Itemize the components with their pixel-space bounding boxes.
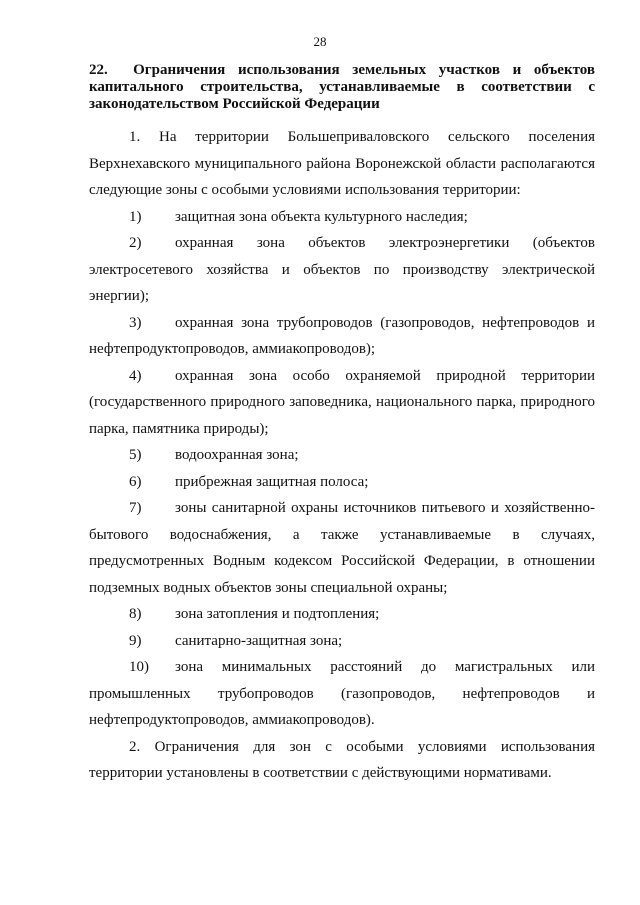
list-marker: 7) — [129, 500, 142, 516]
list-item — [89, 363, 595, 443]
list-item-text: охранная зона трубопроводов (газопроводов, нефтепроводов и нефтепродуктопроводов, аммиакопроводов); — [89, 314, 595, 357]
list-item-text: зона затопления и подтопления; — [175, 606, 380, 622]
list-marker: 5) — [129, 447, 142, 463]
list-item-text: водоохранная зона; — [175, 447, 299, 463]
list-item — [89, 628, 595, 655]
list-item-text: зона минимальных расстояний до магистральных или промышленных трубопроводов (газопроводов, нефтепроводов и нефтепродуктопроводов, аммиакопроводов). — [89, 659, 595, 728]
list-item — [89, 601, 595, 628]
paragraph-2-text: Ограничения для зон с особыми условиями использования территории установлены в соответствии с действующими нормативами. — [89, 738, 596, 781]
list-item — [89, 204, 595, 231]
paragraph-1-text: На территории Большеприваловского сельского поселения Верхнехавского муниципального района Воронежской области располагаются следующие зоны с особыми условиями использования территории: — [89, 129, 595, 198]
page-number: 28 — [313, 34, 327, 49]
list-marker: 8) — [129, 606, 142, 622]
list-marker: 2) — [129, 235, 142, 251]
list-item — [89, 442, 595, 469]
section-heading — [89, 62, 595, 113]
list-item — [89, 495, 595, 601]
list-item-text: зоны санитарной охраны источников питьевого и хозяйственно-бытового водоснабжения, а также устанавливаемые в случаях, предусмотренных Водным кодексом Российской Федерации, в отношении подземных водных объектов зоны специальной охраны; — [89, 500, 595, 596]
list-marker: 1) — [129, 208, 142, 225]
list-marker: 4) — [129, 367, 142, 384]
paragraph-2 — [89, 734, 595, 787]
list-item-text: санитарно-защитная зона; — [175, 632, 343, 649]
list-marker: 10) — [129, 659, 149, 675]
list-item — [89, 310, 595, 363]
list-marker: 6) — [129, 473, 142, 490]
list-item-text: охранная зона особо охраняемой природной территории (государственного природного заповедника, национального парка, природного парка, памятника природы); — [89, 367, 595, 437]
list-item-text: защитная зона объекта культурного наследия; — [175, 208, 468, 225]
list-marker: 3) — [129, 314, 142, 331]
document-body — [89, 124, 595, 787]
paragraph-1 — [89, 124, 595, 204]
section-number: 22. — [89, 62, 108, 78]
list-item-text: прибрежная защитная полоса; — [175, 473, 369, 490]
list-item — [89, 654, 595, 734]
paragraph-2-number: 2. — [129, 738, 141, 755]
list-item — [89, 230, 595, 310]
list-marker: 9) — [129, 632, 142, 649]
list-item-text: охранная зона объектов электроэнергетики (объектов электросетевого хозяйства и объектов по производству электрической энергии); — [89, 235, 595, 304]
paragraph-1-number: 1. — [129, 129, 141, 145]
list-item — [89, 469, 595, 496]
section-title: Ограничения использования земельных участков и объектов капитального строительства, устанавливаемые в соответствии с законодательством Российской Федерации — [89, 62, 596, 112]
